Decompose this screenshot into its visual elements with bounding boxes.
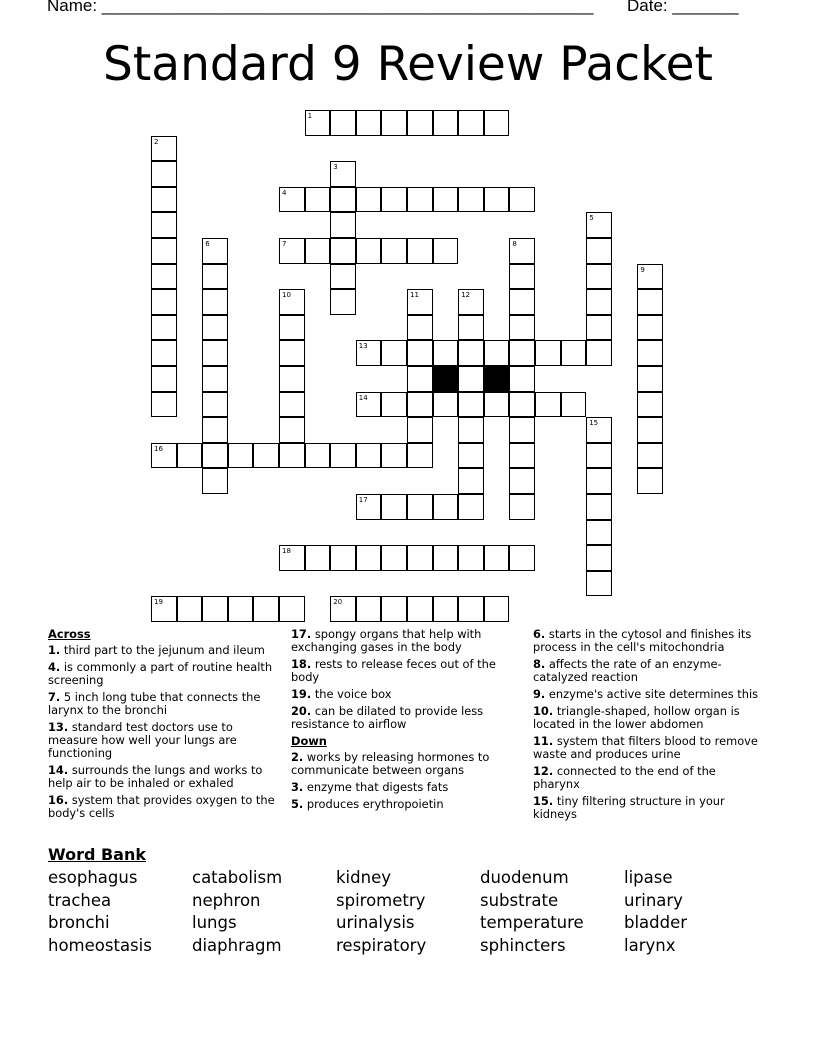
grid-cell[interactable] [458,443,484,469]
word-bank-word: larynx [624,935,676,955]
grid-cell[interactable] [356,238,382,264]
clue-down [533,705,763,731]
clue-number-label: 10. [533,704,554,718]
grid-cell[interactable] [458,187,484,213]
down-heading: Down [291,734,327,748]
clues-section [48,628,768,843]
clue-number: 18 [282,547,291,556]
clue-number: 7 [282,240,287,248]
grid-cell[interactable] [509,494,535,520]
clue-down [291,781,521,794]
grid-cell[interactable] [202,468,228,494]
clue-down [533,688,763,701]
black-cell [484,366,510,392]
black-cell [433,366,459,392]
clue-text: system that provides oxygen to the body's cells [48,793,275,820]
grid-cell[interactable] [356,187,382,213]
grid-cell[interactable] [330,443,356,469]
grid-cell[interactable] [202,289,228,315]
grid-cell[interactable] [305,187,331,213]
word-bank-word: homeostasis [48,935,152,955]
grid-cell[interactable] [484,392,510,418]
grid-cell[interactable] [458,545,484,571]
grid-cell[interactable] [586,468,612,494]
grid-cell[interactable] [586,571,612,597]
grid-cell[interactable] [407,238,433,264]
grid-cell[interactable] [458,289,484,315]
grid-cell[interactable] [202,315,228,341]
clue-across [291,658,521,684]
grid-cell[interactable] [381,443,407,469]
grid-cell[interactable] [381,238,407,264]
clue-number: 14 [358,393,368,402]
clue-text: can be dilated to provide less resistance to airflow [291,704,484,731]
page-title: Standard 9 Review Packet [103,37,713,92]
grid-cell[interactable] [151,289,177,315]
clue-number-label: 11. [533,734,554,748]
word-bank-word: kidney [336,868,391,887]
grid-cell[interactable] [279,340,305,366]
clue-text: produces erythropoietin [306,797,444,811]
grid-cell[interactable] [407,315,433,341]
clue-text: triangle-shaped, hollow organ is located in the lower abdomen [533,704,740,731]
grid-cell[interactable] [509,468,535,494]
grid-cell[interactable] [253,596,279,622]
grid-cell[interactable] [433,494,459,520]
clue-number-label: 9. [533,687,546,701]
grid-cell[interactable] [458,596,484,622]
grid-cell[interactable] [586,494,612,520]
clue-across [48,644,278,657]
grid-cell[interactable] [202,366,228,392]
grid-cell[interactable] [458,417,484,443]
word-bank-word: catabolism [192,868,283,887]
clue-across [48,721,278,760]
name-field-label[interactable]: Name: ____________________________________________________ [47,0,594,15]
word-bank-word: spirometry [336,890,426,910]
grid-cell[interactable] [279,238,305,264]
clue-number-label: 14. [48,763,69,777]
grid-cell[interactable] [637,392,663,418]
grid-cell[interactable] [484,340,510,366]
clue-number-label: 4. [48,660,61,674]
grid-cell[interactable] [433,238,459,264]
grid-cell[interactable] [279,392,305,418]
grid-cell[interactable] [586,212,612,238]
clue-text: starts in the cytosol and finishes its process in the cell's mitochondria [533,627,752,654]
clue-text: tiny filtering structure in your kidneys [533,794,725,821]
clue-number-label: 3. [291,780,304,794]
clue-number-label: 7. [48,690,61,704]
grid-cell[interactable] [202,392,228,418]
grid-cell[interactable] [407,110,433,136]
grid-cell[interactable] [356,596,382,622]
grid-cell[interactable] [407,443,433,469]
clue-number: 15 [589,419,599,428]
grid-cell[interactable] [509,340,535,366]
grid-cell[interactable] [356,494,382,520]
grid-cell[interactable] [586,264,612,290]
grid-cell[interactable] [305,110,331,136]
grid-cell[interactable] [637,468,663,494]
grid-cell[interactable] [407,417,433,443]
grid-cell[interactable] [458,315,484,341]
grid-cell[interactable] [305,238,331,264]
clue-number-label: 8. [533,657,546,671]
grid-cell[interactable] [407,187,433,213]
clue-number: 19 [154,598,163,607]
clue-text: standard test doctors use to measure how well your lungs are functioning [48,720,237,760]
clue-number-label: 20. [291,704,312,718]
grid-cell[interactable] [330,289,356,315]
grid-cell[interactable] [407,392,433,418]
grid-cell[interactable] [330,212,356,238]
grid-cell[interactable] [279,289,305,315]
grid-cell[interactable] [637,340,663,366]
word-bank-word: duodenum [480,868,569,887]
grid-cell[interactable] [561,392,587,418]
clue-number-label: 13. [48,720,69,734]
clue-text: system that filters blood to remove waste and produces urine [533,734,758,761]
grid-cell[interactable] [458,366,484,392]
grid-cell[interactable] [151,443,177,469]
clues-column-2 [291,628,521,815]
clue-number: 11 [410,291,419,300]
grid-cell[interactable] [509,417,535,443]
clue-across [48,661,278,687]
across-heading: Across [48,627,91,641]
clue-down [533,795,763,821]
grid-cell[interactable] [535,340,561,366]
grid-cell[interactable] [484,596,510,622]
grid-cell[interactable] [279,366,305,392]
word-bank-word: nephron [192,890,261,910]
grid-cell[interactable] [509,238,535,264]
word-bank-word: sphincters [480,935,566,955]
clue-number-label: 15. [533,794,554,808]
clue-number-label: 5. [291,797,304,811]
grid-cell[interactable] [330,596,356,622]
clue-down [533,628,763,654]
grid-cell[interactable] [509,366,535,392]
grid-cell[interactable] [381,187,407,213]
grid-cell[interactable] [356,340,382,366]
clue-down [291,798,521,811]
date-field-label[interactable]: Date: _______ [627,0,739,15]
clue-number: 3 [333,163,338,172]
clue-number-label: 17. [291,627,312,641]
grid-cell[interactable] [356,110,382,136]
grid-cell[interactable] [433,392,459,418]
grid-cell[interactable] [305,545,331,571]
clue-text: the voice box [314,687,392,701]
clue-number: 13 [358,342,368,351]
word-bank-word: lipase [624,868,673,887]
grid-cell[interactable] [177,443,203,469]
grid-cell[interactable] [381,545,407,571]
grid-cell[interactable] [509,443,535,469]
grid-cell[interactable] [381,392,407,418]
clue-number: 8 [512,240,517,248]
clue-number: 20 [333,598,343,607]
grid-cell[interactable] [356,443,382,469]
clues-column-1 [48,628,278,824]
grid-cell[interactable] [586,340,612,366]
grid-cell[interactable] [279,187,305,213]
grid-cell[interactable] [151,315,177,341]
grid-cell[interactable] [637,315,663,341]
word-bank-word: respiratory [336,935,427,955]
grid-cell[interactable] [407,366,433,392]
word-bank-word: lungs [192,913,237,933]
clue-text: is commonly a part of routine health screening [48,660,273,687]
grid-cell[interactable] [305,443,331,469]
grid-cell[interactable] [381,494,407,520]
grid-cell[interactable] [433,340,459,366]
clue-number-label: 6. [533,627,546,641]
clue-number-label: 12. [533,764,554,778]
grid-cell[interactable] [330,238,356,264]
clue-number: 6 [205,240,210,248]
grid-cell[interactable] [433,187,459,213]
grid-cell[interactable] [151,161,177,187]
clue-number-label: 18. [291,657,312,671]
grid-cell[interactable] [407,494,433,520]
grid-cell[interactable] [279,417,305,443]
word-bank-word: esophagus [48,868,138,887]
grid-cell[interactable] [586,238,612,264]
word-bank-column [336,867,476,957]
word-bank-word: trachea [48,890,112,910]
grid-cell[interactable] [586,520,612,546]
word-bank-word: bronchi [48,913,110,933]
grid-cell[interactable] [177,596,203,622]
clue-text: spongy organs that help with exchanging gases in the body [291,627,482,654]
grid-cell[interactable] [509,545,535,571]
grid-cell[interactable] [509,264,535,290]
clue-text: enzyme's active site determines this [548,687,759,701]
grid-cell[interactable] [279,545,305,571]
grid-cell[interactable] [637,366,663,392]
grid-cell[interactable] [151,187,177,213]
clue-across [48,764,278,790]
grid-cell[interactable] [202,596,228,622]
word-bank-column [480,867,620,957]
grid-cell[interactable] [151,596,177,622]
clue-number: 17 [358,496,368,504]
grid-cell[interactable] [637,417,663,443]
grid-cell[interactable] [586,315,612,341]
clue-text: works by releasing hormones to communicate between organs [291,750,490,777]
clue-number: 2 [154,137,159,146]
grid-cell[interactable] [458,340,484,366]
clue-number: 12 [461,291,471,300]
grid-cell[interactable] [151,238,177,264]
clue-text: enzyme that digests fats [306,780,449,794]
grid-cell[interactable] [484,110,510,136]
clue-number-label: 19. [291,687,312,701]
grid-cell[interactable] [202,417,228,443]
clue-across [291,688,521,701]
word-bank-title: Word Bank [48,845,147,864]
word-bank-column [624,867,764,957]
clue-text: surrounds the lungs and works to help air to be inhaled or exhaled [48,763,263,790]
clue-number: 5 [589,214,594,223]
grid-cell[interactable] [509,315,535,341]
grid-cell[interactable] [253,443,279,469]
grid-cell[interactable] [535,392,561,418]
clue-text: third part to the jejunum and ileum [63,643,265,657]
clue-down [291,751,521,777]
grid-cell[interactable] [637,443,663,469]
clue-across [291,705,521,731]
word-bank-word: urinalysis [336,913,415,933]
grid-cell[interactable] [458,494,484,520]
clue-number: 10 [282,291,291,300]
grid-cell[interactable] [586,289,612,315]
grid-cell[interactable] [458,110,484,136]
grid-cell[interactable] [381,110,407,136]
grid-cell[interactable] [202,443,228,469]
clue-down [533,658,763,684]
grid-cell[interactable] [509,289,535,315]
grid-cell[interactable] [381,596,407,622]
grid-cell[interactable] [151,392,177,418]
grid-cell[interactable] [458,392,484,418]
grid-cell[interactable] [151,136,177,162]
grid-cell[interactable] [509,187,535,213]
grid-cell[interactable] [637,264,663,290]
clues-column-3 [533,628,763,825]
word-bank-column [48,867,188,957]
grid-cell[interactable] [202,238,228,264]
grid-cell[interactable] [484,187,510,213]
grid-cell[interactable] [202,340,228,366]
clue-number: 16 [154,444,163,453]
grid-cell[interactable] [637,289,663,315]
grid-cell[interactable] [356,392,382,418]
clue-text: affects the rate of an enzyme-catalyzed reaction [533,657,722,684]
clue-number-label: 2. [291,750,304,764]
grid-cell[interactable] [151,212,177,238]
grid-cell[interactable] [381,340,407,366]
clue-across [291,628,521,654]
grid-cell[interactable] [356,545,382,571]
grid-cell[interactable] [484,545,510,571]
grid-cell[interactable] [151,366,177,392]
clue-number: 4 [282,188,287,197]
grid-cell[interactable] [202,264,228,290]
grid-cell[interactable] [586,443,612,469]
clue-text: connected to the end of the pharynx [533,764,716,791]
clue-number-label: 16. [48,793,69,807]
grid-cell[interactable] [330,545,356,571]
grid-cell[interactable] [407,596,433,622]
grid-cell[interactable] [279,596,305,622]
grid-cell[interactable] [407,289,433,315]
grid-cell[interactable] [586,417,612,443]
clue-number: 1 [307,112,313,120]
word-bank-word: substrate [480,890,559,910]
grid-cell[interactable] [330,187,356,213]
grid-cell[interactable] [228,596,254,622]
grid-cell[interactable] [433,545,459,571]
grid-cell[interactable] [509,392,535,418]
grid-cell[interactable] [330,264,356,290]
grid-cell[interactable] [586,545,612,571]
clue-number-label: 1. [48,643,61,657]
word-bank-column [192,867,332,957]
grid-cell[interactable] [433,596,459,622]
word-bank-word: temperature [480,913,584,933]
clue-number: 9 [640,265,645,274]
grid-cell[interactable] [433,110,459,136]
grid-cell[interactable] [330,110,356,136]
clue-text: rests to release feces out of the body [291,657,496,684]
clue-down [533,735,763,761]
grid-cell[interactable] [228,443,254,469]
clue-text: 5 inch long tube that connects the larynx to the bronchi [48,690,261,717]
grid-cell[interactable] [407,340,433,366]
grid-cell[interactable] [407,545,433,571]
clue-down [533,765,763,791]
grid-cell[interactable] [458,468,484,494]
word-bank-word: diaphragm [192,935,282,955]
grid-cell[interactable] [279,315,305,341]
clue-across [48,794,278,820]
clue-across [48,691,278,717]
grid-cell[interactable] [151,340,177,366]
grid-cell[interactable] [279,443,305,469]
grid-cell[interactable] [151,264,177,290]
grid-cell[interactable] [330,161,356,187]
grid-cell[interactable] [561,340,587,366]
word-bank-word: bladder [624,913,688,933]
word-bank-word: urinary [624,890,683,910]
